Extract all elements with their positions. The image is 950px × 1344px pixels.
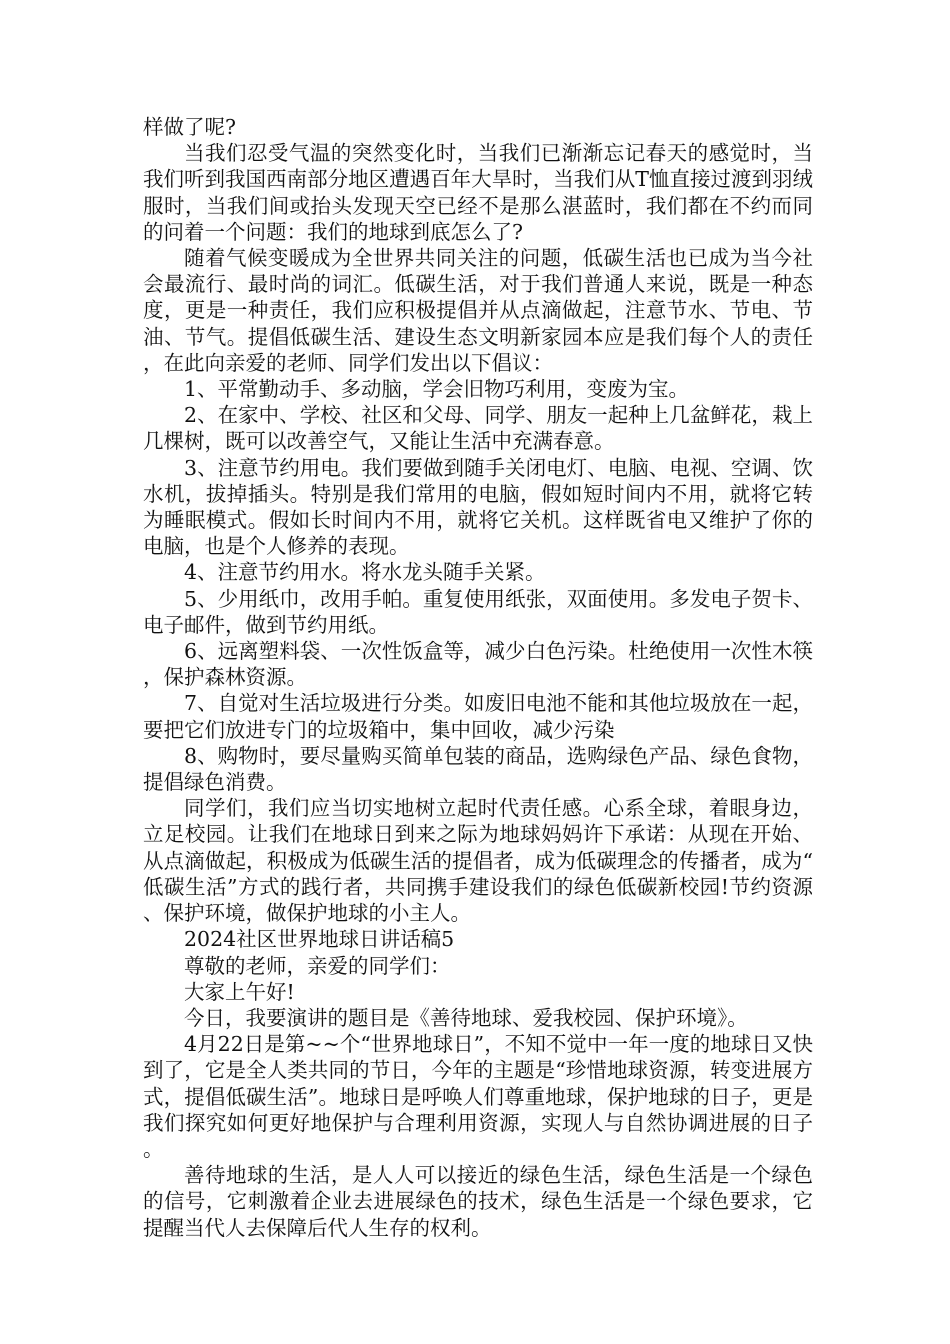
paragraph: 4月22日是第~~个“世界地球日”，不知不觉中一年一度的地球日又快到了，它是全人类共同的节日，今年的主题是“珍惜地球资源，转变进展方式，提倡低碳生活”。地球日是呼唤人们尊重地球，保护地球的日子，更是我们探究如何更好地保护与合理利用资源，实现人与自然协调进展的日子。 xyxy=(143,1032,813,1161)
paragraph: 随着气候变暖成为全世界共同关注的问题，低碳生活也已成为当今社会最流行、最时尚的词汇。低碳生活，对于我们普通人来说，既是一种态度，更是一种责任，我们应积极提倡并从点滴做起，注意节水、节电、节油、节气。提倡低碳生活、建设生态文明新家园本应是我们每个人的责任，在此向亲爱的老师、同学们发出以下倡议： xyxy=(143,246,813,375)
list-item: 8、购物时，要尽量购买简单包装的商品，选购绿色产品、绿色食物，提倡绿色消费。 xyxy=(143,743,813,795)
list-item: 5、少用纸巾，改用手帕。重复使用纸张，双面使用。多发电子贺卡、电子邮件，做到节约用纸。 xyxy=(143,586,813,637)
paragraph: 同学们，我们应当切实地树立起时代责任感。心系全球，着眼身边，立足校园。让我们在地球日到来之际为地球妈妈许下承诺：从现在开始、从点滴做起，积极成为低碳生活的提倡者，成为低碳理念的传播者，成为“低碳生活”方式的践行者，共同携手建设我们的绿色低碳新校园!节约资源、保护环境，做保护地球的小主人。 xyxy=(143,796,813,926)
greeting: 大家上午好! xyxy=(184,979,295,1004)
salutation: 尊敬的老师，亲爱的同学们： xyxy=(184,953,451,978)
list-item: 4、注意节约用水。将水龙头随手关紧。 xyxy=(184,560,546,585)
paragraph: 善待地球的生活，是人人可以接近的绿色生活，绿色生活是一个绿色的信号，它刺激着企业去进展绿色的技术，绿色生活是一个绿色要求，它提醒当代人去保障后代人生存的权利。 xyxy=(143,1163,813,1240)
list-item: 6、远离塑料袋、一次性饭盒等，减少白色污染。杜绝使用一次性木筷，保护森林资源。 xyxy=(143,639,813,690)
list-item: 7、自觉对生活垃圾进行分类。如废旧电池不能和其他垃圾放在一起，要把它们放进专门的垃圾箱中，集中回收，减少污染 xyxy=(143,691,813,742)
list-item: 3、注意节约用电。我们要做到随手关闭电灯、电脑、电视、空调、饮水机，拔掉插头。特别是我们常用的电脑，假如短时间内不用，就将它转为睡眠模式。假如长时间内不用，就将它关机。这样既省电又维护了你的电脑，也是个人修养的表现。 xyxy=(143,455,813,559)
section-title: 2024社区世界地球日讲话稿5 xyxy=(184,927,455,952)
paragraph: 样做了呢? xyxy=(143,115,236,139)
paragraph: 当我们忍受气温的突然变化时，当我们已渐渐忘记春天的感觉时，当我们听到我国西南部分地区遭遇百年大旱时，当我们从T恤直接过渡到羽绒服时，当我们间或抬头发现天空已经不是那么湛蓝时，我们都在不约而同的问着一个问题：我们的地球到底怎么了? xyxy=(143,141,813,244)
paragraph: 今日，我要演讲的题目是《善待地球、爱我校园、保护环境》。 xyxy=(184,1005,748,1030)
document-body xyxy=(143,114,813,1241)
list-item: 1、平常勤动手、多动脑，学会旧物巧利用，变废为宝。 xyxy=(184,377,690,402)
list-item: 2、在家中、学校、社区和父母、同学、朋友一起种上几盆鲜花，栽上几棵树，既可以改善空气，又能让生活中充满春意。 xyxy=(143,403,813,454)
